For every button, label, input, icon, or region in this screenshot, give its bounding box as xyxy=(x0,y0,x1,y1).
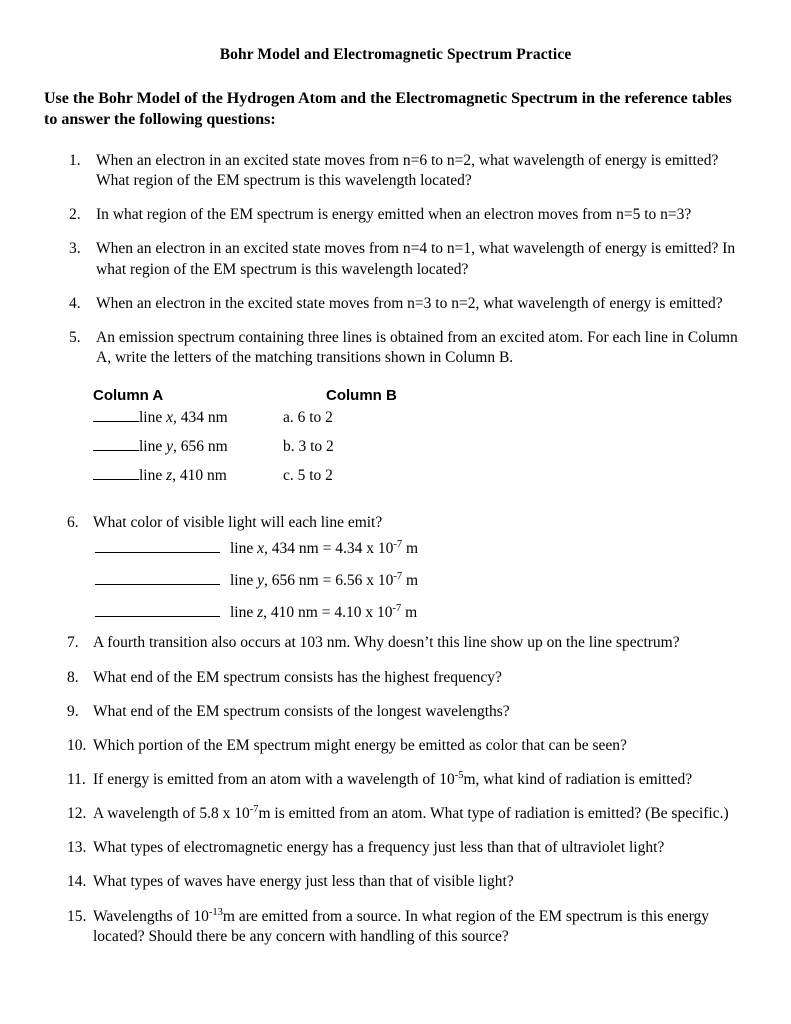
column-b-entry: b. 3 to 2 xyxy=(283,438,334,456)
line-mid: , 656 nm = 6.56 x 10 xyxy=(264,572,394,590)
question-text-pre: A wavelength of 5.8 x 10 xyxy=(93,805,250,823)
answer-blank[interactable] xyxy=(93,437,139,451)
question-text: What types of electromagnetic energy has a frequency just less than that of ultraviolet light? xyxy=(93,839,665,857)
question-text: A fourth transition also occurs at 103 nm. Why doesn’t this line show up on the line spectrum? xyxy=(93,634,680,652)
questions-1-5 xyxy=(0,130,791,368)
line-mid: 434 nm = 4.34 x 10 xyxy=(267,539,394,557)
matching-row xyxy=(93,466,791,486)
answer-blank[interactable] xyxy=(93,408,139,422)
line-suffix: m xyxy=(402,539,419,557)
question-item xyxy=(0,736,791,756)
line-label-suffix: , 656 nm xyxy=(173,438,228,456)
question-number: 7. xyxy=(67,634,79,652)
q6-line-value xyxy=(230,539,743,559)
question-item xyxy=(0,872,791,892)
line-label-suffix: , 434 nm xyxy=(173,409,228,427)
question-item xyxy=(0,328,791,368)
question-text: Which portion of the EM spectrum might energy be emitted as color that can be seen? xyxy=(93,736,627,754)
question-item xyxy=(0,205,791,225)
question-text: What end of the EM spectrum consists has the highest frequency? xyxy=(93,668,502,686)
question-item xyxy=(0,294,791,314)
color-answer-blank[interactable] xyxy=(95,601,220,617)
line-prefix: line xyxy=(230,539,258,557)
question-text xyxy=(93,805,729,822)
column-a-header: Column A xyxy=(93,387,164,405)
column-b-entry: c. 5 to 2 xyxy=(283,467,333,485)
question-text: An emission spectrum containing three lines is obtained from an excited atom. For each line in Column A, write the letters of the matching transitions shown in Column B. xyxy=(96,328,738,367)
question-text-post: m are emitted from a source. In what region of the EM spectrum is this energy located? Should there be any concern with handling of this source? xyxy=(93,907,709,945)
answer-blank[interactable] xyxy=(93,466,139,480)
question-text: What end of the EM spectrum consists of the longest wavelengths? xyxy=(93,702,510,720)
question-text xyxy=(93,908,709,945)
line-italic: z xyxy=(257,604,264,622)
matching-row xyxy=(93,408,791,428)
matching-row xyxy=(93,437,791,457)
question-item xyxy=(0,804,791,824)
question-number: 3. xyxy=(69,240,81,258)
line-label-prefix: line xyxy=(139,438,167,456)
column-a-entry xyxy=(93,408,283,428)
question-text: When an electron in the excited state moves from n=3 to n=2, what wavelength of energy is emitted? xyxy=(96,294,723,312)
q6-blank-cell xyxy=(93,537,230,559)
question-number: 4. xyxy=(69,294,81,312)
column-b-entry: a. 6 to 2 xyxy=(283,409,333,427)
question-text: What color of visible light will each line emit? xyxy=(93,513,383,531)
question-number: 1. xyxy=(69,152,81,170)
questions-6-15 xyxy=(0,495,791,947)
question-number: 9. xyxy=(67,702,79,720)
question-text xyxy=(93,771,692,788)
column-a-entry xyxy=(93,437,283,457)
q6-answer-row xyxy=(93,537,743,559)
question-number: 5. xyxy=(69,328,81,346)
question-number: 13. xyxy=(67,839,87,857)
color-answer-blank[interactable] xyxy=(95,537,220,553)
q6-answer-row xyxy=(93,601,743,623)
line-label-prefix: line xyxy=(139,467,167,485)
line-suffix: m xyxy=(402,572,419,590)
question-text: When an electron in an excited state moves from n=6 to n=2, what wavelength of energy is emitted? What region of the EM spectrum is this wavelength located? xyxy=(96,152,719,190)
matching-columns-block xyxy=(0,386,791,486)
line-label-suffix: , 410 nm xyxy=(172,467,227,485)
line-prefix: line xyxy=(230,572,258,590)
q6-blank-cell xyxy=(93,569,230,591)
question-item xyxy=(0,151,791,191)
exponent: -7 xyxy=(393,570,403,582)
color-answer-blank[interactable] xyxy=(95,569,220,585)
question-item xyxy=(0,239,791,279)
question-text-post: m is emitted from an atom. What type of radiation is emitted? (Be specific.) xyxy=(258,805,729,823)
question-text: When an electron in an excited state moves from n=4 to n=1, what wavelength of energy is emitted? In what region of the EM spectrum is this wavelength located? xyxy=(96,240,736,278)
question-text-post: m, what kind of radiation is emitted? xyxy=(463,770,693,788)
exponent: -5 xyxy=(454,769,464,781)
question-number: 14. xyxy=(67,873,87,891)
line-label-italic: z xyxy=(166,467,173,485)
question-number: 11. xyxy=(67,770,86,788)
column-a-entry xyxy=(93,466,283,486)
exponent: -7 xyxy=(249,803,259,815)
question-item xyxy=(0,668,791,688)
q6-answer-row xyxy=(93,569,743,591)
line-mid: , 410 nm = 4.10 x 10 xyxy=(263,604,393,622)
line-italic: x, xyxy=(257,539,268,557)
q6-answer-rows xyxy=(93,537,743,623)
exponent: -7 xyxy=(392,603,402,615)
line-italic: y xyxy=(257,572,265,590)
question-number: 8. xyxy=(67,668,79,686)
question-text: What types of waves have energy just less than that of visible light? xyxy=(93,873,514,891)
question-text-pre: Wavelengths of 10 xyxy=(93,907,209,925)
question-text: In what region of the EM spectrum is energy emitted when an electron moves from n=5 to n=3? xyxy=(96,206,692,224)
matching-header-row xyxy=(93,386,791,405)
line-label-prefix: line xyxy=(139,409,167,427)
exponent: -7 xyxy=(393,538,403,550)
question-item xyxy=(0,907,791,947)
line-prefix: line xyxy=(230,604,258,622)
line-label-italic: y xyxy=(166,438,174,456)
exponent: -13 xyxy=(208,906,223,918)
question-item xyxy=(0,838,791,858)
question-number: 6. xyxy=(67,513,79,531)
page-title: Bohr Model and Electromagnetic Spectrum Practice xyxy=(219,46,572,63)
question-item xyxy=(0,770,791,790)
intro-paragraph: Use the Bohr Model of the Hydrogen Atom and the Electromagnetic Spectrum in the reference tables to answer the following questions: xyxy=(44,89,732,128)
line-label-italic: x xyxy=(166,409,174,427)
question-item xyxy=(0,633,791,653)
question-number: 2. xyxy=(69,206,81,224)
question-number: 10. xyxy=(67,736,87,754)
question-number: 15. xyxy=(67,907,87,925)
q6-line-value xyxy=(230,571,743,591)
line-suffix: m xyxy=(401,604,418,622)
question-item xyxy=(0,513,791,624)
q6-blank-cell xyxy=(93,601,230,623)
question-item xyxy=(0,702,791,722)
column-b-header: Column B xyxy=(326,387,397,405)
question-text-pre: If energy is emitted from an atom with a wavelength of 10 xyxy=(93,770,455,788)
question-number: 12. xyxy=(67,805,87,823)
q6-line-value xyxy=(230,603,743,623)
